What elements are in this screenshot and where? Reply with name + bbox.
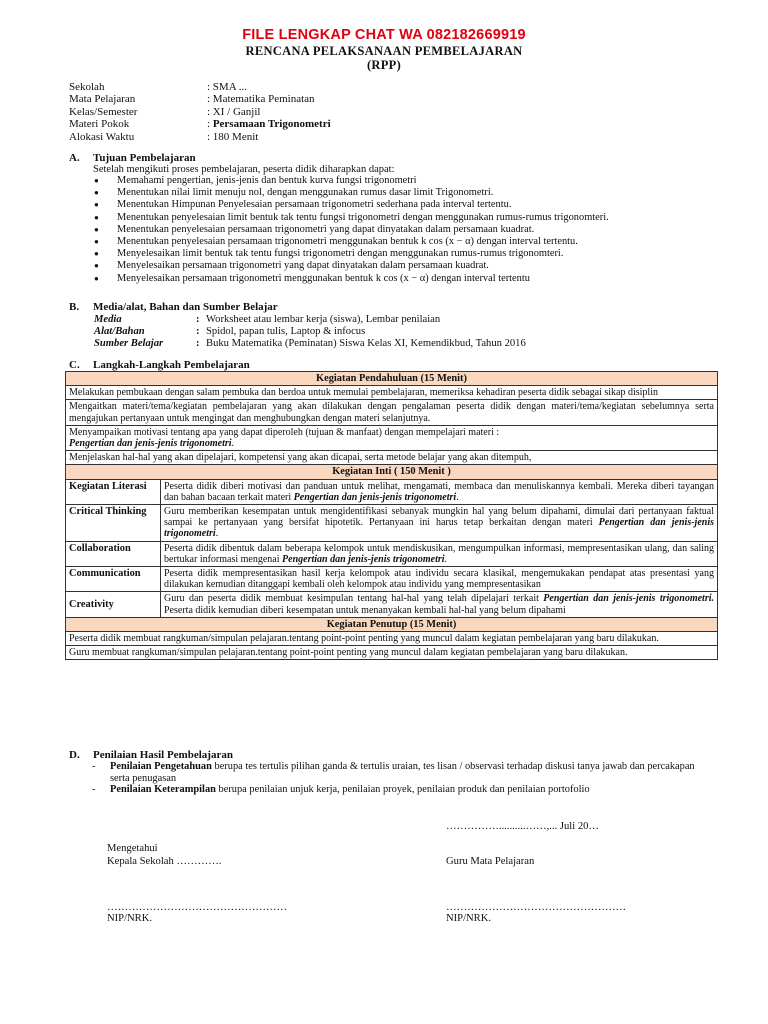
identity-row	[69, 131, 331, 143]
pendahuluan-row-cell	[66, 386, 718, 400]
pendahuluan-row-cell	[66, 400, 718, 425]
activity-tail: .	[444, 553, 448, 565]
teacher-nip: NIP/NRK.	[446, 913, 492, 924]
media-value: Spidol, papan tulis, Laptop & infocus	[206, 326, 366, 338]
assessment-list	[92, 761, 714, 796]
assessment-body	[110, 761, 714, 784]
pendahuluan-header-cell: Kegiatan Pendahuluan (15 Menit)	[66, 372, 718, 386]
principal-label: Kepala Sekolah ………….	[107, 856, 222, 867]
penutup-row-cell: Guru membuat rangkuman/simpulan pelajaran.tentang point-point penting yang muncul dalam kegiatan pembelajaran yang baru dilakukan.	[66, 646, 718, 660]
assessment-item	[92, 784, 714, 796]
objective-item: ● Memahami pengertian, jenis-jenis dan bentuk kurva fungsi trigonometri	[93, 175, 733, 187]
teacher-label: Guru Mata Pelajaran	[446, 856, 535, 867]
activity-body: Guru dan peserta didik membuat kesimpulan tentang hal-hal yang telah dipelajari terkait	[164, 593, 539, 605]
media-label: Sumber Belajar	[94, 338, 164, 350]
section-a-heading: A. Tujuan Pembelajaran	[69, 152, 196, 164]
identity-value: : XI / Ganjil	[207, 105, 261, 118]
section-c-heading: C. Langkah-Langkah Pembelajaran	[69, 359, 250, 371]
assessment-desc: berupa penilaian unjuk kerja, penilaian proyek, penilaian produk dan penilaian portofolio	[215, 784, 590, 796]
activity-tail: .	[215, 528, 219, 540]
objective-item: ● Menentukan penyelesaian persamaan trigonometri yang dapat dinyatakan dalam persamaan kuadrat.	[93, 224, 733, 236]
activity-topic: Pengertian dan jenis-jenis trigonometri	[164, 517, 714, 540]
row-topic: Pengertian dan jenis-jenis trigonometri	[69, 438, 232, 450]
identity-value: : SMA ...	[207, 81, 248, 93]
document-title: RENCANA PELAKSANAAN PEMBELAJARAN	[245, 44, 523, 58]
activity-tail: Peserta didik kemudian diberi kesempatan untuk menanyakan kembali hal-hal yang belum dipahami	[164, 604, 566, 616]
pendahuluan-row	[66, 386, 718, 400]
media-list	[94, 314, 526, 351]
media-label: Media	[94, 314, 122, 325]
activity-label: Collaboration	[66, 541, 161, 566]
identity-value-bold: Persamaan Trigonometri	[212, 118, 331, 131]
identity-value	[207, 118, 331, 130]
row-text: Mengaitkan materi/tema/kegiatan pembelajaran yang akan dilakukan dengan pengalaman peserta didik dengan materi/tema/kegiatan sebelumnya serta mengajukan pertanyaan untuk mengingat dan menghubungkan dengan materi selanjutnya.	[69, 401, 714, 424]
objective-item: ● Menentukan Himpunan Penyelesaian persamaan trigonometri sederhana pada interval tertentu.	[93, 199, 733, 211]
inti-row	[66, 541, 718, 566]
penutup-header-cell: Kegiatan Penutup (15 Menit)	[66, 617, 718, 631]
pendahuluan-row-cell	[66, 451, 718, 465]
objective-item: ● Menyelesaikan limit bentuk tak tentu fungsi trigonometri dengan menggunakan rumus-rumus trigonomteri.	[93, 248, 733, 260]
objective-item: ● Menentukan penyelesaian persamaan trigonometri menggunakan bentuk k cos (x − α) dengan interval tertentu.	[93, 236, 733, 248]
activity-body: Peserta didik diberi motivasi dan panduan untuk melihat, mengamati, membaca dan menuliskannya kembali. Mereka diberi tayangan dan bahan bacaan terkait materi	[164, 480, 714, 503]
section-a-intro: Setelah mengikuti proses pembelajaran, peserta didik diharapkan dapat:	[93, 164, 395, 175]
activity-text	[161, 505, 718, 542]
media-label: Alat/Bahan	[94, 326, 145, 338]
inti-header-cell: Kegiatan Inti ( 150 Menit )	[66, 465, 718, 479]
activity-label: Creativity	[66, 592, 161, 617]
inti-row	[66, 567, 718, 592]
penutup-row-cell: Peserta didik membuat rangkuman/simpulan pelajaran.tentang point-point penting yang muncul dalam kegiatan pembelajaran yang baru dilakukan.	[66, 632, 718, 646]
mengetahui-label: Mengetahui	[107, 843, 158, 854]
identity-label: Materi Pokok	[69, 118, 130, 131]
identity-value: : 180 Menit	[207, 130, 259, 143]
activity-body: Peserta didik dibentuk dalam beberapa kelompok untuk mendiskusikan, mengumpulkan informasi, mempresentasikan ulang, dan saling bertukar informasi mengenai	[164, 542, 714, 565]
identity-row	[69, 118, 331, 130]
pendahuluan-header	[66, 372, 718, 386]
identity-block	[69, 81, 331, 143]
inti-row	[66, 505, 718, 542]
lesson-steps-table	[65, 371, 718, 660]
identity-row	[69, 81, 331, 93]
assessment-type: Penilaian Pengetahuan	[110, 761, 212, 772]
objective-item: ● Menentukan nilai limit menuju nol, dengan menggunakan rumus dasar limit Trigonometri.	[93, 187, 733, 199]
assessment-type: Penilaian Keterampilan	[110, 784, 216, 796]
activity-label: Communication	[66, 567, 161, 592]
identity-label: Kelas/Semester	[69, 105, 138, 118]
identity-label: Alokasi Waktu	[69, 130, 135, 143]
signature-date: ……………..........……,... Juli 20…	[446, 821, 600, 832]
principal-signature-line: ……………………………………………	[107, 902, 288, 913]
objective-list	[93, 175, 733, 285]
identity-label: Mata Pelajaran	[69, 93, 136, 106]
activity-text	[161, 541, 718, 566]
identity-label: Sekolah	[69, 81, 105, 93]
objective-item: ● Menyelesaikan persamaan trigonometri menggunakan bentuk k cos (x − α) dengan interval tertentu	[93, 273, 733, 285]
pendahuluan-row	[66, 451, 718, 465]
contact-banner: FILE LENGKAP CHAT WA 082182669919	[242, 27, 526, 43]
activity-topic: Pengertian dan jenis-jenis trigonometri	[293, 491, 457, 503]
assessment-desc: berupa tes tertulis pilihan ganda & tertulis uraian, tes lisan / observasi terhadap diskusi tanya jawab dan percakapan serta penugasan	[110, 761, 695, 784]
section-b-heading: B. Media/alat, Bahan dan Sumber Belajar	[69, 301, 278, 313]
penutup-header	[66, 617, 718, 631]
identity-row	[69, 106, 331, 118]
identity-row	[69, 93, 331, 105]
row-tail: .	[231, 438, 235, 450]
inti-row	[66, 592, 718, 617]
activity-topic: Pengertian dan jenis-jenis trigonometri	[282, 553, 445, 565]
pendahuluan-row-cell	[66, 425, 718, 450]
document-subtitle: (RPP)	[366, 58, 402, 72]
assessment-item	[92, 761, 714, 784]
objective-item: ● Menyelesaikan persamaan trigonometri yang dapat dinyatakan dalam persamaan kuadrat.	[93, 260, 733, 272]
activity-tail: .	[456, 491, 459, 503]
teacher-signature-line: ……………………………………………	[446, 902, 627, 913]
media-value: Buku Matematika (Peminatan) Siswa Kelas XI, Kemendikbud, Tahun 2016	[206, 338, 526, 350]
activity-text	[161, 592, 718, 617]
section-d-heading: D. Penilaian Hasil Pembelajaran	[69, 749, 233, 761]
pendahuluan-row	[66, 400, 718, 425]
row-text: Menyampaikan motivasi tentang apa yang dapat diperoleh (tujuan & manfaat) dengan mempelajari materi :	[69, 426, 500, 438]
inti-row	[66, 479, 718, 504]
activity-label: Kegiatan Literasi	[66, 479, 161, 504]
penutup-row	[66, 632, 718, 646]
activity-body: Guru memberikan kesempatan untuk mengidentifikasi sebanyak mungkin hal yang belum dipahami, dimulai dari pertanyaan faktual sampai ke pertanyaan yang bersifat hipotetik. Pertanyaan ini harus tetap berkaitan dengan materi	[164, 506, 714, 529]
objective-item: ● Menentukan penyelesaian limit bentuk tak tentu fungsi trigonometri dengan menggunakan rumus-rumus trigonomteri.	[93, 212, 733, 224]
inti-header	[66, 465, 718, 479]
principal-nip: NIP/NRK.	[107, 913, 153, 924]
identity-value: : Matematika Peminatan	[207, 93, 315, 106]
penutup-row	[66, 646, 718, 660]
media-row	[94, 338, 526, 350]
assessment-body	[110, 784, 590, 796]
activity-topic: Pengertian dan jenis-jenis trigonometri.	[543, 593, 714, 605]
activity-label: Critical Thinking	[66, 505, 161, 542]
activity-text	[161, 567, 718, 592]
assessment-dash: -	[92, 784, 96, 796]
activity-body: Peserta didik mempresentasikan hasil kerja kelompok atau individu secara klasikal, mengemukakan pendapat atas presentasi yang dilakukan kemudian ditanggapi kembali oleh kelompok atau individu yang mempresentasikan	[164, 568, 714, 591]
row-text: Melakukan pembukaan dengan salam pembuka dan berdoa untuk memulai pembelajaran, memeriksa kehadiran peserta didik sebagai sikap disiplin	[69, 387, 658, 399]
activity-text	[161, 479, 718, 504]
media-colon: :	[196, 326, 200, 338]
row-text: Menjelaskan hal-hal yang akan dipelajari, kompetensi yang akan dicapai, serta metode belajar yang akan ditempuh,	[69, 452, 532, 464]
media-row	[94, 314, 526, 326]
pendahuluan-row	[66, 425, 718, 450]
media-colon: :	[196, 338, 200, 350]
assessment-dash: -	[92, 761, 96, 772]
identity-colon: :	[207, 118, 213, 131]
media-value: Worksheet atau lembar kerja (siswa), Lembar penilaian	[206, 314, 441, 325]
media-colon: :	[196, 314, 200, 325]
media-row	[94, 326, 526, 338]
